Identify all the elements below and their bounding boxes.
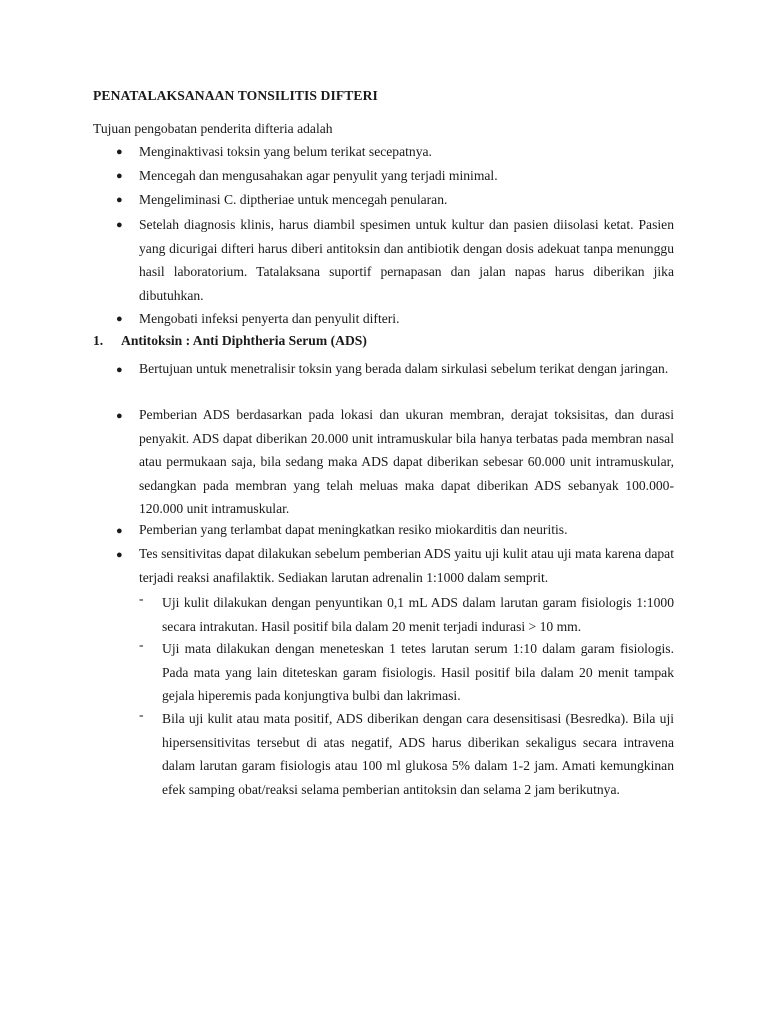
dash-marker: -	[139, 637, 144, 652]
list-item: Setelah diagnosis klinis, harus diambil spesimen untuk kultur dan pasien diisolasi ketat. Pasien yang dicurigai difteri harus diberi antitoksin dan antibiotik dengan dosis adekuat tanpa menunggu hasil laboratorium. Tatalaksana suportif pernapasan dan jalan napas harus diberikan jika dibutuhkan.	[139, 217, 674, 303]
page-title: PENATALAKSANAAN TONSILITIS DIFTERI	[93, 88, 378, 103]
list-item: Bertujuan untuk menetralisir toksin yang berada dalam sirkulasi sebelum terikat dengan jaringan.	[139, 361, 669, 376]
list-item: Pemberian ADS berdasarkan pada lokasi dan ukuran membran, derajat toksisitas, dan durasi penyakit. ADS dapat diberikan 20.000 unit intramuskular bila hanya terbatas pada membran nasal atau permukaan saja, bila sedang maka ADS dapat diberikan sebesar 60.000 unit intramuskular, sedangkan pada membran yang telah meluas maka dapat diberikan ADS sebanyak 100.000-120.000 unit intramuskular.	[139, 407, 674, 517]
bullet-icon: ●	[116, 364, 123, 376]
list-item: Tes sensitivitas dapat dilakukan sebelum pemberian ADS yaitu uji kulit atau uji mata karena dapat terjadi reaksi anafilaktik. Sediakan larutan adrenalin 1:1000 dalam semprit.	[139, 546, 674, 585]
dash-marker: -	[139, 707, 144, 722]
bullet-icon: ●	[116, 549, 123, 561]
list-item: Menginaktivasi toksin yang belum terikat secepatnya.	[139, 144, 432, 159]
bullet-icon: ●	[116, 219, 123, 231]
bullet-icon: ●	[116, 313, 123, 325]
list-item: Mengeliminasi C. diptheriae untuk mencegah penularan.	[139, 192, 448, 207]
bullet-icon: ●	[116, 146, 123, 158]
list-item: Mencegah dan mengusahakan agar penyulit yang terjadi minimal.	[139, 168, 498, 183]
section-number: 1.	[93, 333, 104, 348]
sub-list-item: Uji kulit dilakukan dengan penyuntikan 0,1 mL ADS dalam larutan garam fisiologis 1:1000 secara intrakutan. Hasil positif bila dalam 20 menit terjadi indurasi > 10 mm.	[162, 595, 674, 634]
intro-text: Tujuan pengobatan penderita difteria adalah	[93, 121, 333, 136]
bullet-icon: ●	[116, 194, 123, 206]
bullet-icon: ●	[116, 525, 123, 537]
bullet-icon: ●	[116, 410, 123, 422]
list-item: Mengobati infeksi penyerta dan penyulit difteri.	[139, 311, 400, 326]
bullet-icon: ●	[116, 170, 123, 182]
section-heading: Antitoksin : Anti Diphtheria Serum (ADS)	[121, 333, 367, 348]
sub-list-item: Bila uji kulit atau mata positif, ADS diberikan dengan cara desensitisasi (Besredka). Bila uji hipersensitivitas tersebut di atas negatif, ADS harus diberikan sekaligus secara intravena dalam larutan garam fisiologis atau 100 ml glukosa 5% dalam 1-2 jam. Amati kemungkinan efek samping obat/reaksi selama pemberian antitoksin dan selama 2 jam berikutnya.	[162, 711, 674, 797]
list-item: Pemberian yang terlambat dapat meningkatkan resiko miokarditis dan neuritis.	[139, 522, 568, 537]
dash-marker: -	[139, 591, 144, 606]
sub-list-item: Uji mata dilakukan dengan meneteskan 1 tetes larutan serum 1:10 dalam garam fisiologis. Pada mata yang lain diteteskan garam fisiologis. Hasil positif bila dalam 20 menit tampak gejala hiperemis pada konjungtiva bulbi dan lakrimasi.	[162, 641, 674, 704]
